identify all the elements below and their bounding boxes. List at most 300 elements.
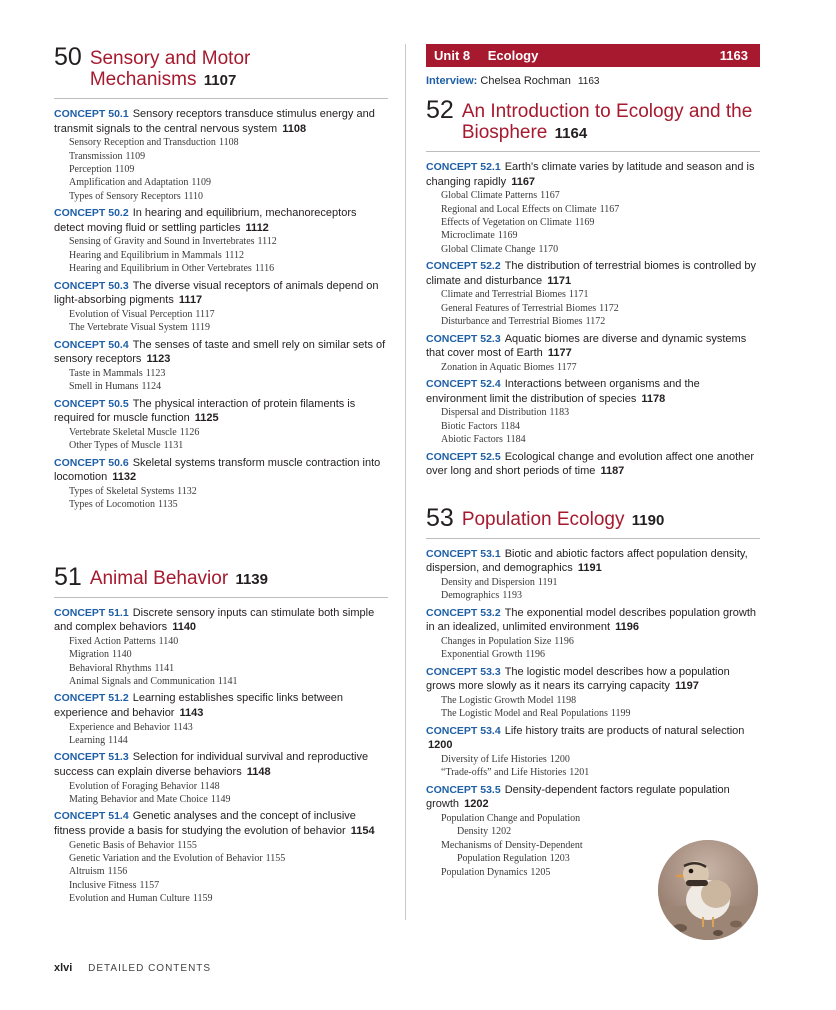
topic-page: 1124 bbox=[141, 381, 162, 393]
topic-text: Types of Locomotion bbox=[69, 499, 155, 511]
concept-text: The senses of taste and smell rely on similar sets of sensory receptors bbox=[54, 338, 386, 366]
topic-text: Disturbance and Terrestrial Biomes bbox=[441, 316, 583, 328]
concept-text: Genetic analyses and the concept of inclusive fitness provide a basis for studying the evolution of behavior bbox=[54, 810, 356, 838]
page-number: xlvi bbox=[54, 962, 73, 974]
chapter-page: 1107 bbox=[203, 72, 237, 89]
topic-text: Learning bbox=[69, 735, 106, 747]
topic-list bbox=[69, 721, 388, 748]
topic-text: Mating Behavior and Mate Choice bbox=[69, 794, 208, 806]
topic-item bbox=[69, 176, 388, 189]
concept-page: 1178 bbox=[641, 392, 666, 405]
concept-label: CONCEPT 53.1 bbox=[426, 547, 501, 560]
topic-list bbox=[69, 367, 388, 394]
topic-item bbox=[69, 865, 388, 878]
chapter-title-line: Biosphere bbox=[461, 122, 548, 143]
topic-item bbox=[441, 694, 760, 707]
chapter-number: 50 bbox=[54, 43, 82, 71]
chapter-heading bbox=[426, 505, 760, 539]
concept-53-5 bbox=[426, 783, 760, 812]
topic-item bbox=[441, 406, 760, 419]
plover-photo bbox=[658, 840, 758, 940]
concept-label: CONCEPT 52.1 bbox=[426, 161, 501, 173]
chapter-number: 53 bbox=[426, 503, 454, 532]
topic-text: Population Dynamics bbox=[441, 866, 528, 878]
topic-page: 1155 bbox=[177, 839, 197, 851]
concept-text: The exponential model describes population growth in an idealized, unlimited environment bbox=[426, 606, 757, 634]
concept-text: Selection for individual survival and reproductive success can explain diverse behaviors bbox=[54, 751, 369, 779]
topic-list bbox=[441, 189, 760, 256]
topic-list bbox=[69, 839, 388, 906]
topic-item bbox=[69, 136, 388, 149]
topic-text: Evolution and Human Culture bbox=[69, 893, 190, 905]
concept-label: CONCEPT 53.2 bbox=[426, 606, 501, 619]
chapter-heading bbox=[54, 44, 388, 99]
topic-page: 1169 bbox=[574, 217, 595, 228]
concept-page: 1132 bbox=[112, 471, 137, 484]
concept-page: 1117 bbox=[178, 294, 203, 307]
topic-page: 1144 bbox=[108, 735, 128, 747]
topic-item bbox=[69, 852, 388, 865]
concept-text: Biotic and abiotic factors affect population density, dispersion, and demographics bbox=[426, 547, 748, 575]
topic-text: Regional and Local Effects on Climate bbox=[441, 203, 597, 215]
topic-page: 1199 bbox=[610, 708, 631, 720]
concept-label: CONCEPT 52.2 bbox=[426, 260, 501, 273]
chapter-page: 1139 bbox=[235, 570, 268, 588]
topic-page: 1171 bbox=[568, 289, 589, 301]
topic-page: 1140 bbox=[112, 649, 132, 661]
concept-text: Earth's climate varies by latitude and season and is changing rapidly bbox=[426, 161, 755, 188]
topic-item bbox=[441, 302, 760, 315]
topic-text: Global Climate Patterns bbox=[441, 190, 538, 202]
topic-text: Inclusive Fitness bbox=[69, 879, 137, 891]
topic-text: Climate and Terrestrial Biomes bbox=[441, 289, 566, 301]
topic-text: Perception bbox=[69, 164, 112, 175]
topic-item bbox=[69, 734, 388, 747]
concept-page: 1125 bbox=[194, 412, 219, 425]
concept-label: CONCEPT 51.2 bbox=[54, 692, 129, 705]
concept-entry bbox=[426, 724, 760, 753]
concept-page: 1202 bbox=[464, 798, 489, 811]
topic-text: Sensory Reception and Transduction bbox=[69, 137, 216, 149]
concept-text: Aquatic biomes are diverse and dynamic systems that cover most of Earth bbox=[426, 332, 747, 360]
chapter-53 bbox=[426, 505, 760, 879]
topic-list bbox=[69, 635, 388, 689]
concept-page: 1143 bbox=[179, 707, 204, 720]
concept-page: 1177 bbox=[547, 347, 572, 360]
topic-item bbox=[69, 721, 388, 734]
topic-item bbox=[441, 361, 760, 374]
topic-text: Hearing and Equilibrium in Other Vertebrates bbox=[69, 263, 252, 275]
topic-page: 1203 bbox=[549, 853, 570, 865]
concept-entry bbox=[426, 547, 760, 576]
unit-label: Unit 8 bbox=[434, 48, 471, 63]
concept-entry bbox=[54, 750, 388, 779]
topic-text: Abiotic Factors bbox=[441, 434, 503, 446]
concept-entry bbox=[54, 338, 388, 367]
unit-page: 1163 bbox=[719, 48, 748, 63]
topic-text: Smell in Humans bbox=[69, 381, 139, 393]
concept-text: The logistic model describes how a population grows more slowly as it nears its carrying capacity bbox=[426, 665, 730, 693]
topic-item bbox=[441, 589, 760, 602]
topic-item bbox=[69, 262, 388, 275]
topic-item bbox=[441, 229, 760, 242]
topic-item bbox=[441, 216, 760, 229]
column-divider bbox=[405, 44, 406, 920]
left-column bbox=[54, 44, 388, 918]
interview-page: 1163 bbox=[577, 76, 600, 87]
topic-item bbox=[441, 707, 760, 720]
concept-entry bbox=[426, 606, 760, 635]
topic-page: 1141 bbox=[217, 676, 238, 688]
chapter-page: 1164 bbox=[554, 125, 588, 142]
concept-label: CONCEPT 52.3 bbox=[426, 332, 501, 345]
topic-item bbox=[441, 648, 760, 661]
topic-text: Other Types of Muscle bbox=[69, 440, 161, 452]
topic-text: Dispersal and Distribution bbox=[441, 407, 547, 419]
concept-entry bbox=[54, 397, 388, 426]
chapter-page: 1190 bbox=[631, 511, 665, 529]
topic-text: Transmission bbox=[69, 150, 123, 162]
topic-item bbox=[441, 189, 760, 202]
topic-page: 1119 bbox=[190, 322, 210, 334]
topic-page: 1172 bbox=[585, 316, 606, 328]
concept-entry bbox=[54, 107, 388, 136]
concept-text: In hearing and equilibrium, mechanoreceptors detect moving fluid or settling particles bbox=[54, 207, 357, 234]
concept-page: 1171 bbox=[547, 274, 572, 287]
concept-text: Sensory receptors transduce stimulus energy and transmit signals to the central nervous system bbox=[54, 108, 375, 135]
topic-page: 1123 bbox=[145, 367, 166, 379]
topic-item bbox=[69, 892, 388, 905]
concept-label: CONCEPT 53.5 bbox=[426, 783, 501, 796]
topic-page: 1149 bbox=[210, 794, 231, 806]
concept-entry bbox=[426, 665, 760, 694]
concept-text: Discrete sensory inputs can stimulate both simple and complex behaviors bbox=[54, 606, 375, 634]
topic-list bbox=[441, 753, 760, 780]
concept-label: CONCEPT 50.3 bbox=[54, 279, 129, 292]
concept-entry bbox=[54, 809, 388, 838]
topic-item bbox=[69, 426, 388, 439]
concept-entry bbox=[426, 259, 760, 288]
concept-text: Skeletal systems transform muscle contraction into locomotion bbox=[54, 456, 381, 484]
topic-text: Diversity of Life Histories bbox=[441, 754, 547, 765]
topic-page: 1112 bbox=[224, 249, 245, 261]
topic-page: 1141 bbox=[154, 662, 175, 674]
topic-page: 1170 bbox=[538, 243, 559, 255]
topic-page: 1177 bbox=[557, 361, 577, 373]
chapter-title bbox=[90, 564, 268, 590]
topic-text: Changes in Population Size bbox=[441, 636, 552, 647]
topic-item bbox=[69, 635, 388, 648]
topic-item bbox=[69, 380, 388, 393]
topic-text: Migration bbox=[69, 649, 109, 661]
page-footer bbox=[54, 962, 211, 974]
concept-label: CONCEPT 53.3 bbox=[426, 665, 501, 678]
topic-item bbox=[69, 675, 388, 688]
topic-page: 1196 bbox=[525, 649, 546, 661]
interview-name: Chelsea Rochman bbox=[480, 75, 571, 87]
topic-list bbox=[441, 361, 760, 374]
topic-text: Density bbox=[457, 826, 489, 838]
concept-entry bbox=[426, 160, 760, 189]
topic-page: 1108 bbox=[218, 137, 239, 149]
topic-text: Types of Sensory Receptors bbox=[69, 190, 181, 202]
topic-item bbox=[69, 662, 388, 675]
concept-page: 1112 bbox=[245, 221, 269, 234]
topic-item bbox=[69, 498, 388, 511]
concept-page: 1187 bbox=[600, 465, 625, 478]
topic-page: 1109 bbox=[191, 177, 212, 189]
topic-page: 1172 bbox=[599, 302, 619, 314]
concept-entry bbox=[426, 332, 760, 361]
concept-label: CONCEPT 53.4 bbox=[426, 724, 501, 737]
topic-item bbox=[69, 308, 388, 321]
topic-item bbox=[69, 439, 388, 452]
concept-page: 1148 bbox=[246, 766, 271, 779]
topic-page: 1202 bbox=[491, 826, 512, 838]
topic-item bbox=[69, 648, 388, 661]
topic-item bbox=[441, 315, 760, 328]
topic-item bbox=[69, 780, 388, 793]
topic-page: 1116 bbox=[254, 263, 275, 275]
topic-text: Sensing of Gravity and Sound in Invertebrates bbox=[69, 236, 255, 248]
topic-page: 1200 bbox=[549, 754, 570, 765]
concept-entry bbox=[54, 206, 388, 235]
topic-item bbox=[69, 321, 388, 334]
topic-text: Zonation in Aquatic Biomes bbox=[441, 361, 555, 373]
topic-page: 1143 bbox=[173, 721, 193, 733]
concept-label: CONCEPT 50.2 bbox=[54, 207, 129, 220]
topic-page: 1148 bbox=[200, 780, 220, 792]
chapter-title-line: Sensory and Motor bbox=[89, 48, 251, 69]
topic-page: 1191 bbox=[537, 577, 558, 588]
topic-page: 1109 bbox=[125, 150, 146, 162]
topic-text: The Logistic Growth Model bbox=[441, 695, 554, 706]
topic-page: 1156 bbox=[107, 866, 128, 878]
topic-page: 1196 bbox=[554, 636, 574, 647]
concept-text: Life history traits are products of natural selection bbox=[504, 724, 745, 737]
topic-item bbox=[69, 485, 388, 498]
topic-text: Experience and Behavior bbox=[69, 721, 171, 733]
concept-page: 1154 bbox=[350, 825, 375, 838]
running-head: DETAILED CONTENTS bbox=[88, 963, 212, 974]
topic-text: Taste in Mammals bbox=[69, 367, 143, 379]
concept-label: CONCEPT 52.5 bbox=[426, 450, 501, 463]
topic-text: Hearing and Equilibrium in Mammals bbox=[69, 249, 222, 261]
topic-text: Genetic Basis of Behavior bbox=[69, 839, 175, 851]
concept-entry bbox=[54, 606, 388, 635]
topic-text: Global Climate Change bbox=[441, 243, 536, 255]
topic-page: 1131 bbox=[163, 440, 184, 452]
topic-list bbox=[69, 235, 388, 275]
topic-page: 1140 bbox=[158, 635, 179, 647]
concept-text: The diverse visual receptors of animals depend on light-absorbing pigments bbox=[54, 279, 379, 307]
concept-page: 1200 bbox=[428, 739, 453, 752]
concept-text: The physical interaction of protein filaments is required for muscle function bbox=[54, 397, 356, 425]
right-column bbox=[426, 44, 760, 891]
topic-list bbox=[441, 635, 760, 662]
concept-label: CONCEPT 50.4 bbox=[54, 338, 129, 351]
topic-text: Altruism bbox=[69, 866, 105, 878]
topic-page: 1126 bbox=[179, 426, 200, 438]
topic-text: Genetic Variation and the Evolution of Behavior bbox=[69, 853, 263, 865]
topic-text: Vertebrate Skeletal Muscle bbox=[69, 426, 177, 438]
topic-item bbox=[441, 288, 760, 301]
unit-heading bbox=[434, 48, 552, 63]
chapter-title bbox=[90, 44, 251, 91]
topic-item bbox=[441, 766, 760, 779]
chapter-heading bbox=[426, 97, 760, 152]
topic-text: Types of Skeletal Systems bbox=[69, 485, 175, 497]
topic-item bbox=[441, 635, 760, 648]
topic-item bbox=[69, 879, 388, 892]
topic-page: 1110 bbox=[183, 190, 204, 202]
topic-page: 1167 bbox=[540, 190, 560, 202]
topic-item bbox=[69, 235, 388, 248]
topic-text: Effects of Vegetation on Climate bbox=[441, 217, 572, 228]
concept-entry bbox=[426, 450, 760, 479]
topic-list bbox=[69, 308, 388, 335]
topic-page: 1109 bbox=[114, 164, 135, 175]
topic-list bbox=[69, 136, 388, 203]
concept-page: 1108 bbox=[282, 122, 307, 135]
concept-label: CONCEPT 50.1 bbox=[54, 108, 129, 120]
topic-item bbox=[441, 203, 760, 216]
interview-label: Interview: bbox=[426, 75, 478, 87]
topic-page: 1132 bbox=[177, 485, 197, 497]
topic-page: 1169 bbox=[497, 230, 518, 242]
concept-text: Interactions between organisms and the environment limit the distribution of species bbox=[426, 378, 700, 405]
topic-page: 1184 bbox=[500, 420, 521, 432]
topic-item bbox=[69, 367, 388, 380]
concept-label: CONCEPT 51.1 bbox=[54, 606, 129, 619]
topic-page: 1193 bbox=[502, 590, 522, 602]
concept-list bbox=[426, 160, 760, 479]
concept-entry bbox=[54, 456, 388, 485]
topic-list bbox=[69, 426, 388, 453]
topic-item bbox=[69, 249, 388, 262]
topic-list bbox=[69, 485, 388, 512]
chapter-number: 51 bbox=[54, 562, 82, 591]
topic-page: 1112 bbox=[257, 236, 277, 248]
topic-item bbox=[441, 433, 760, 446]
chapter-heading bbox=[54, 564, 388, 598]
concept-text: Learning establishes specific links between experience and behavior bbox=[54, 692, 344, 720]
chapter-title bbox=[462, 97, 752, 144]
topic-list bbox=[441, 694, 760, 721]
chapter-number: 52 bbox=[426, 96, 454, 124]
concept-text: The distribution of terrestrial biomes is controlled by climate and disturbance bbox=[426, 260, 756, 287]
topic-page: 1167 bbox=[599, 203, 620, 215]
concept-label: CONCEPT 50.5 bbox=[54, 397, 129, 410]
topic-item bbox=[441, 825, 760, 838]
concept-list bbox=[426, 547, 760, 780]
topic-text: Amplification and Adaptation bbox=[69, 177, 189, 189]
concept-entry bbox=[54, 691, 388, 720]
topic-text: General Features of Terrestrial Biomes bbox=[441, 302, 597, 314]
topic-list bbox=[441, 288, 760, 328]
unit-name: Ecology bbox=[487, 48, 539, 63]
topic-page: 1183 bbox=[549, 407, 570, 419]
chapter-51 bbox=[54, 564, 388, 906]
concept-list bbox=[54, 107, 388, 512]
concept-page: 1140 bbox=[172, 621, 197, 634]
topic-item bbox=[69, 163, 388, 176]
unit-banner bbox=[426, 44, 760, 67]
topic-page: 1205 bbox=[530, 866, 551, 878]
topic-text: Microclimate bbox=[441, 230, 495, 242]
topic-text: Population Change and Population bbox=[441, 813, 581, 824]
topic-text: The Vertebrate Visual System bbox=[69, 322, 188, 334]
concept-page: 1196 bbox=[615, 621, 639, 634]
concept-entry bbox=[54, 279, 388, 308]
topic-item bbox=[69, 190, 388, 203]
concept-label: CONCEPT 51.4 bbox=[54, 810, 129, 823]
topic-page: 1135 bbox=[157, 499, 178, 511]
topic-page: 1201 bbox=[569, 767, 590, 779]
topic-page: 1159 bbox=[192, 893, 213, 905]
chapter-52 bbox=[426, 97, 760, 479]
topic-item bbox=[69, 839, 388, 852]
topic-page: 1157 bbox=[139, 879, 160, 891]
topic-item bbox=[69, 150, 388, 163]
topic-item bbox=[441, 753, 760, 766]
concept-page: 1123 bbox=[146, 353, 171, 366]
topic-item bbox=[441, 576, 760, 589]
concept-list bbox=[54, 606, 388, 906]
topic-text: Behavioral Rhythms bbox=[69, 662, 152, 674]
topic-page: 1117 bbox=[195, 308, 215, 320]
chapter-title-line: Mechanisms bbox=[89, 69, 197, 90]
topic-text: Density and Dispersion bbox=[441, 577, 535, 588]
topic-page: 1184 bbox=[505, 434, 526, 446]
concept-label: CONCEPT 52.4 bbox=[426, 378, 501, 391]
topic-list bbox=[441, 406, 760, 446]
chapter-title-line: Animal Behavior bbox=[89, 567, 229, 589]
topic-list bbox=[441, 576, 760, 603]
concept-page: 1191 bbox=[577, 562, 602, 575]
topic-page: 1155 bbox=[265, 853, 286, 865]
topic-page: 1198 bbox=[556, 695, 577, 706]
chapter-title-line: An Introduction to Ecology and the bbox=[461, 101, 753, 122]
topic-list bbox=[69, 780, 388, 807]
concept-page: 1167 bbox=[511, 175, 536, 188]
interview-line bbox=[426, 75, 760, 87]
topic-text: Demographics bbox=[441, 590, 500, 602]
topic-text: Mechanisms of Density-Dependent bbox=[441, 839, 583, 851]
chapter-50 bbox=[54, 44, 388, 512]
chapter-title-line: Population Ecology bbox=[461, 508, 625, 530]
topic-item bbox=[69, 793, 388, 806]
concept-entry bbox=[426, 377, 760, 406]
concept-label: CONCEPT 51.3 bbox=[54, 751, 129, 764]
topic-item bbox=[441, 812, 760, 825]
topic-text: “Trade-offs” and Life Histories bbox=[441, 767, 567, 779]
chapter-title bbox=[462, 505, 665, 531]
topic-text: The Logistic Model and Real Populations bbox=[441, 708, 608, 720]
topic-text: Population Regulation bbox=[457, 853, 547, 865]
topic-text: Exponential Growth bbox=[441, 649, 523, 661]
topic-text: Evolution of Visual Perception bbox=[69, 308, 193, 320]
concept-label: CONCEPT 50.6 bbox=[54, 456, 129, 469]
topic-item bbox=[441, 243, 760, 256]
topic-text: Biotic Factors bbox=[441, 420, 498, 432]
concept-text: Density-dependent factors regulate population growth bbox=[426, 783, 730, 811]
concept-text: Ecological change and evolution affect one another over long and short periods of time bbox=[426, 450, 755, 478]
concept-page: 1197 bbox=[674, 680, 699, 693]
topic-text: Animal Signals and Communication bbox=[69, 676, 215, 688]
topic-item bbox=[441, 420, 760, 433]
plover-illustration bbox=[658, 840, 758, 940]
